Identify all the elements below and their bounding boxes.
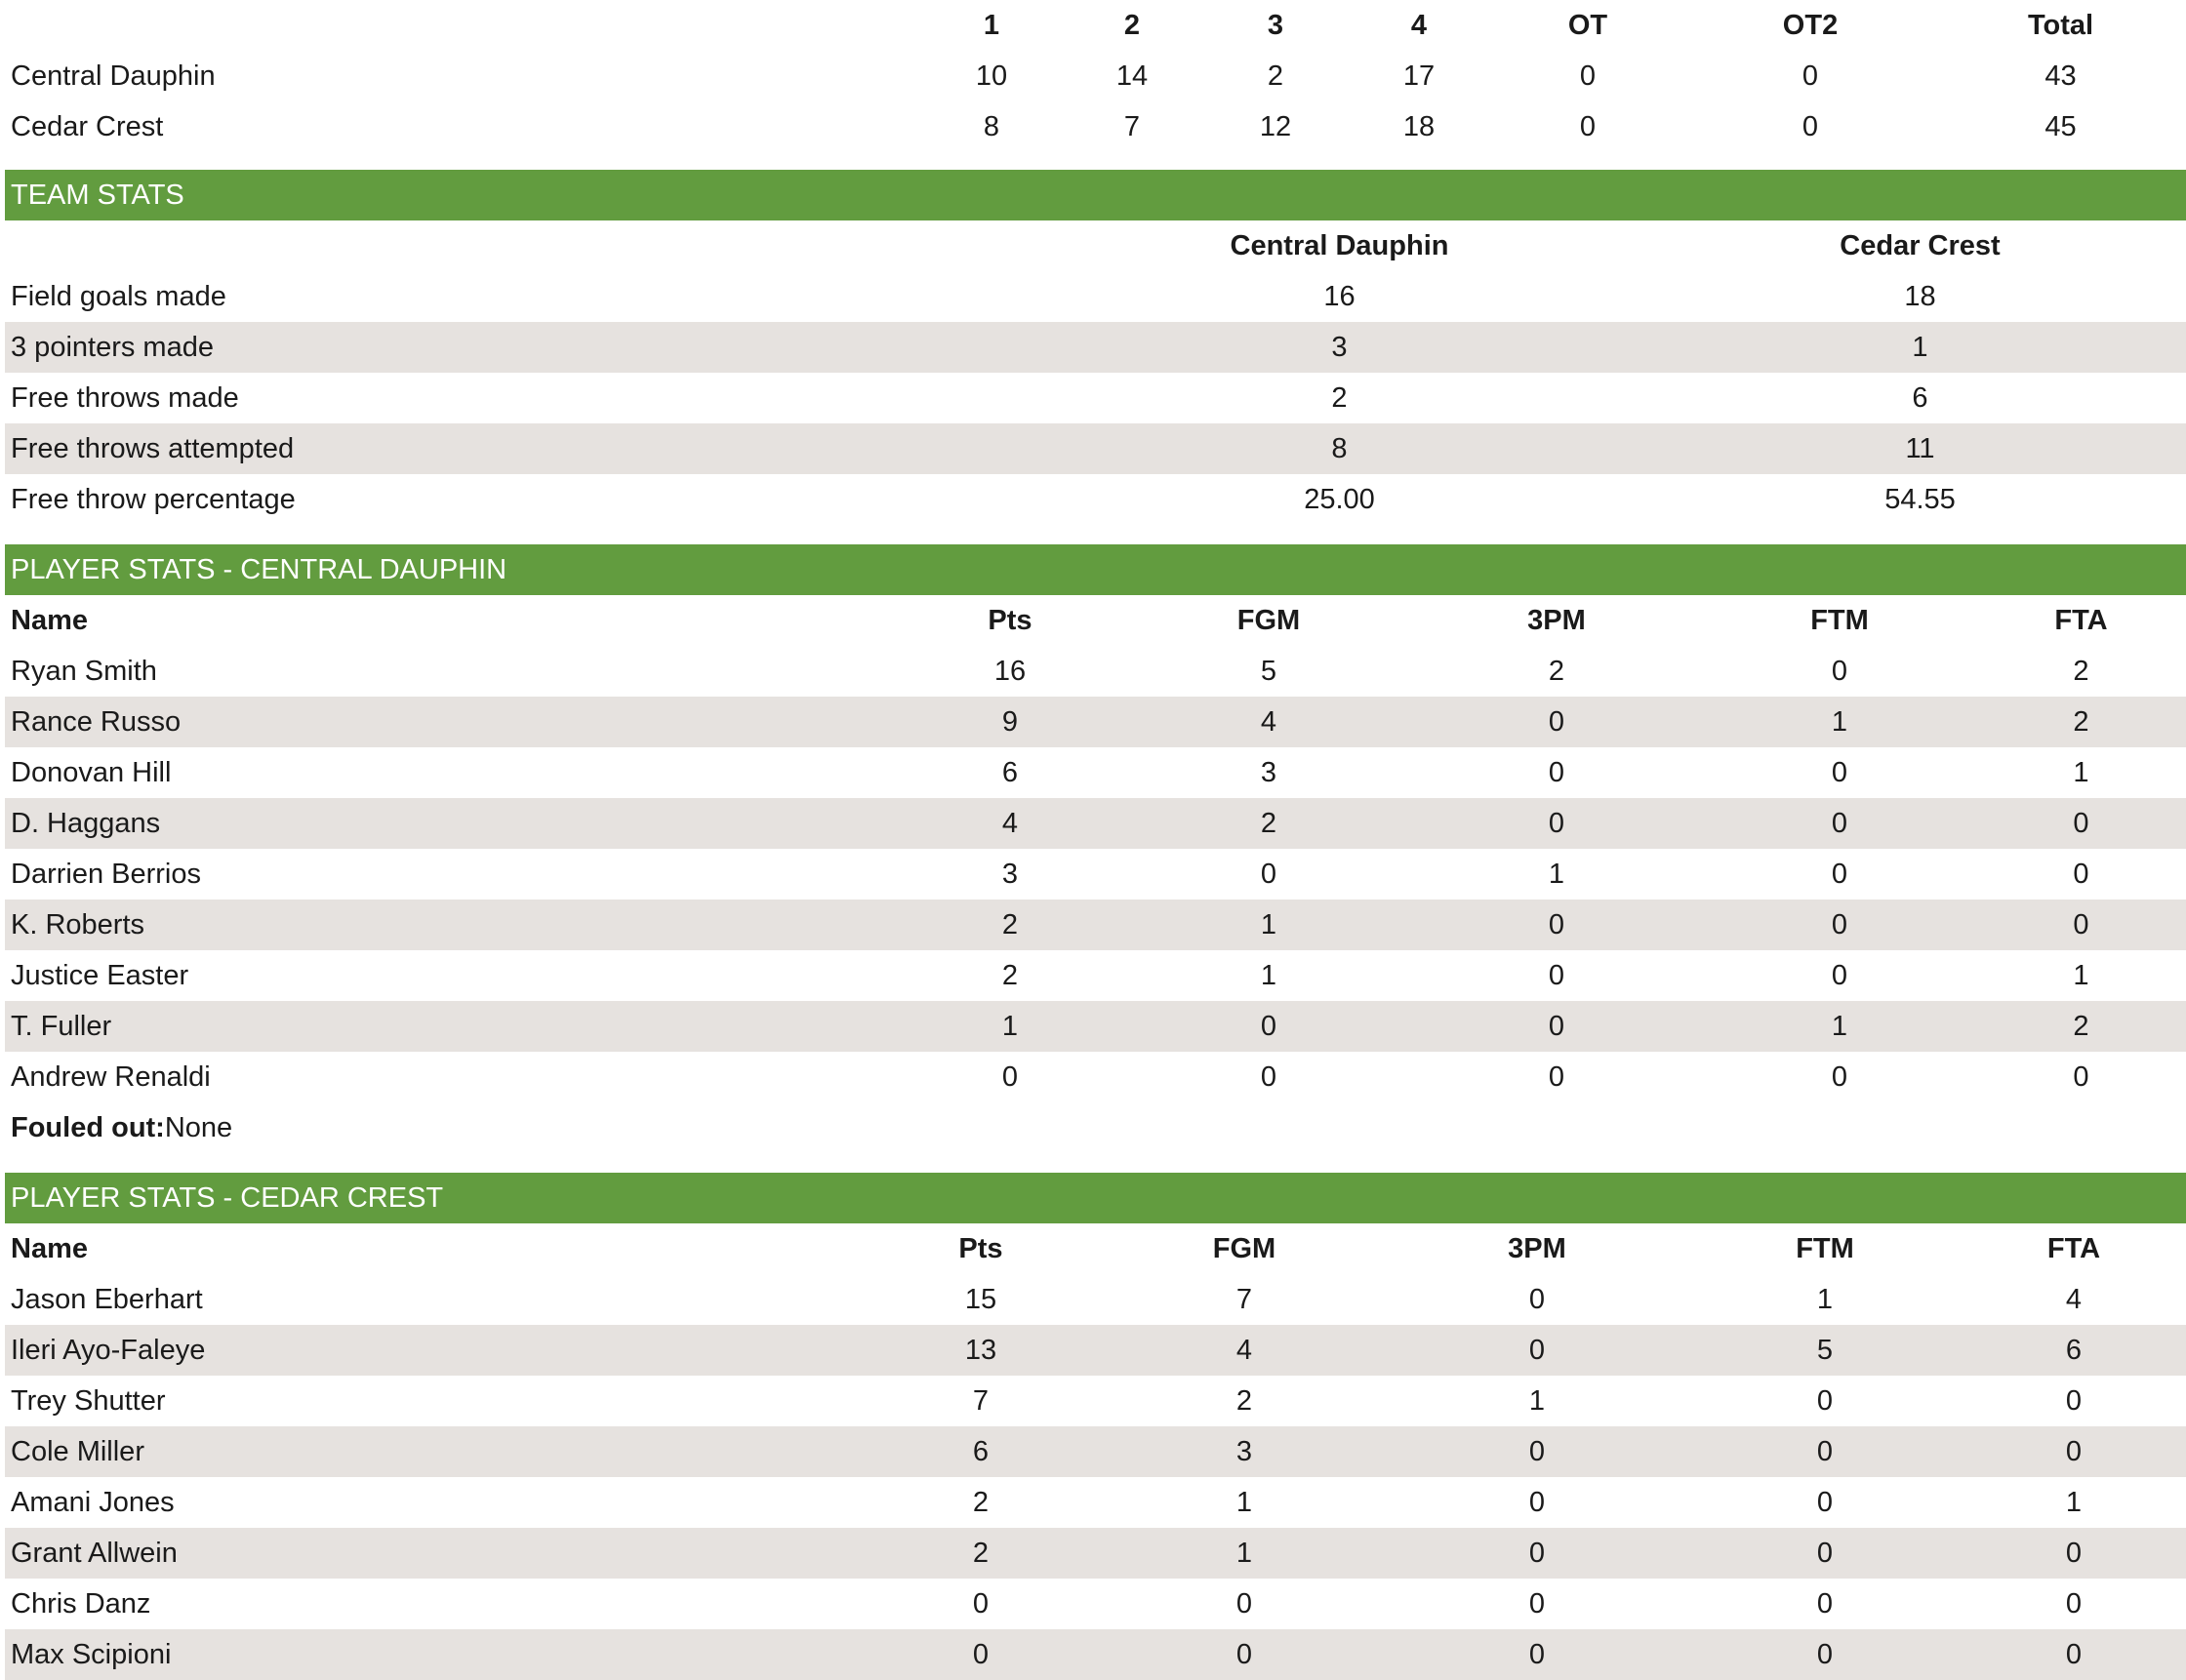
player-row [5, 1579, 2186, 1629]
player-3pm: 0 [1528, 1487, 1546, 1518]
period-score: 8 [983, 111, 1000, 142]
column-header-fta: FTA [2054, 605, 2108, 636]
player-fta: 1 [2073, 757, 2089, 788]
player-fgm: 5 [1260, 656, 1277, 687]
player-ftm: 1 [1816, 1284, 1834, 1315]
player-pts: 13 [859, 1325, 1103, 1376]
player-ftm: 0 [1703, 798, 1976, 849]
column-header-pts: Pts [988, 605, 1032, 636]
player-ftm: 0 [1831, 1061, 1848, 1093]
player-name: Justice Easter [11, 960, 189, 991]
period-score: 12 [1259, 111, 1292, 142]
player-3pm: 0 [1410, 697, 1703, 747]
player-3pm: 0 [1386, 1528, 1688, 1579]
period-score: 7 [1123, 111, 1141, 142]
total-header: Total [2027, 10, 2094, 41]
period-score: 18 [1402, 111, 1436, 142]
player-fgm: 3 [1103, 1426, 1386, 1477]
player-fgm: 0 [1260, 859, 1277, 890]
player-fta: 6 [1962, 1325, 2186, 1376]
player-row [5, 1426, 2186, 1477]
column-header-name: Name [11, 1233, 88, 1264]
player-3pm: 0 [1386, 1629, 1688, 1680]
player-name: Amani Jones [11, 1487, 175, 1518]
player-stats-cc-header: PLAYER STATS - CEDAR CREST [5, 1173, 2186, 1223]
player-name: Andrew Renaldi [11, 1061, 211, 1093]
player-row [5, 950, 2186, 1001]
player-fta: 0 [2073, 1061, 2089, 1093]
player-row [5, 1376, 2186, 1426]
team-name: Central Dauphin [11, 60, 216, 92]
player-fta: 0 [1962, 1629, 2186, 1680]
player-name: Jason Eberhart [11, 1284, 203, 1315]
total-score: 43 [2044, 60, 2077, 92]
team-stats-table [5, 220, 2186, 525]
player-pts: 1 [893, 1001, 1127, 1052]
player-3pm: 0 [1528, 1284, 1546, 1315]
fouled-out-value: None [164, 1112, 233, 1143]
player-fgm: 1 [1235, 1487, 1253, 1518]
player-fta: 1 [2073, 960, 2089, 991]
player-name: Donovan Hill [11, 757, 172, 788]
player-name: Ileri Ayo-Faleye [5, 1325, 859, 1376]
player-name: Rance Russo [5, 697, 893, 747]
player-pts: 6 [859, 1426, 1103, 1477]
player-fta: 1 [2065, 1487, 2083, 1518]
player-stats-cc-table [5, 1223, 2186, 1680]
team-stats-header-row [5, 220, 2186, 271]
linescore-row [5, 101, 2186, 152]
column-header-ftm: FTM [1810, 605, 1869, 636]
stat-label: Field goals made [11, 281, 226, 312]
player-fta: 0 [2065, 1588, 2083, 1620]
player-fgm: 2 [1127, 798, 1410, 849]
player-row [5, 1274, 2186, 1325]
player-pts: 4 [893, 798, 1127, 849]
player-3pm: 0 [1386, 1426, 1688, 1477]
player-3pm: 0 [1548, 757, 1565, 788]
period-header: OT2 [1782, 10, 1839, 41]
player-fgm: 0 [1127, 1001, 1410, 1052]
player-pts: 9 [893, 697, 1127, 747]
column-header-pts: Pts [958, 1233, 1003, 1264]
linescore-corner [5, 0, 922, 51]
period-score: 17 [1402, 60, 1436, 92]
player-name: Cole Miller [5, 1426, 859, 1477]
player-name: D. Haggans [5, 798, 893, 849]
player-stats-header-row [5, 1223, 2186, 1274]
player-row [5, 1477, 2186, 1528]
stat-value: 25.00 [1304, 484, 1375, 515]
player-pts: 0 [1001, 1061, 1019, 1093]
player-ftm: 1 [1703, 1001, 1976, 1052]
player-stats-cd-table [5, 595, 2186, 1102]
player-pts: 2 [1001, 960, 1019, 991]
player-ftm: 0 [1688, 1426, 1962, 1477]
player-3pm: 0 [1548, 1061, 1565, 1093]
fouled-out-line [11, 1102, 232, 1153]
column-header-fgm: FGM [1236, 605, 1301, 636]
player-fgm: 1 [1127, 900, 1410, 950]
player-fgm: 0 [1260, 1061, 1277, 1093]
period-score: 0 [1801, 111, 1819, 142]
player-fta: 0 [1962, 1426, 2186, 1477]
period-header: OT [1567, 10, 1608, 41]
stat-value: 18 [1904, 281, 1936, 312]
player-ftm: 0 [1831, 656, 1848, 687]
stat-value: 54.55 [1884, 484, 1956, 515]
player-row [5, 798, 2186, 849]
stat-value: 2 [1331, 382, 1348, 414]
player-ftm: 0 [1816, 1487, 1834, 1518]
player-fgm: 1 [1103, 1528, 1386, 1579]
fouled-out-label: Fouled out: [11, 1112, 165, 1143]
player-row [5, 900, 2186, 950]
period-score: 10 [975, 60, 1008, 92]
player-fgm: 2 [1235, 1385, 1253, 1417]
player-pts: 2 [972, 1487, 990, 1518]
player-3pm: 0 [1410, 1001, 1703, 1052]
linescore-header-row [5, 0, 2186, 51]
player-name: Grant Allwein [5, 1528, 859, 1579]
period-header: 2 [1123, 10, 1141, 41]
player-ftm: 0 [1816, 1588, 1834, 1620]
player-fgm: 3 [1260, 757, 1277, 788]
column-header-fgm: FGM [1212, 1233, 1276, 1264]
player-ftm: 0 [1688, 1629, 1962, 1680]
player-fta: 4 [2065, 1284, 2083, 1315]
player-fta: 0 [1976, 900, 2186, 950]
player-ftm: 0 [1831, 859, 1848, 890]
player-3pm: 0 [1410, 798, 1703, 849]
player-name: Max Scipioni [5, 1629, 859, 1680]
player-row [5, 1325, 2186, 1376]
player-fgm: 1 [1260, 960, 1277, 991]
stat-value: 11 [1654, 423, 2186, 474]
team-column-header: Cedar Crest [1840, 230, 2001, 261]
player-pts: 7 [972, 1385, 990, 1417]
column-header-ftm: FTM [1796, 1233, 1854, 1264]
team-column-header: Central Dauphin [1230, 230, 1449, 261]
player-3pm: 0 [1410, 900, 1703, 950]
player-ftm: 1 [1703, 697, 1976, 747]
column-header-fta: FTA [2046, 1233, 2101, 1264]
player-fta: 2 [1976, 1001, 2186, 1052]
period-score: 0 [1579, 60, 1597, 92]
player-pts: 2 [859, 1528, 1103, 1579]
player-3pm: 1 [1528, 1385, 1546, 1417]
period-header: 4 [1410, 10, 1428, 41]
player-fta: 2 [1976, 697, 2186, 747]
column-header-3pm: 3PM [1508, 1233, 1566, 1264]
team-name: Cedar Crest [11, 111, 164, 142]
player-name: K. Roberts [5, 900, 893, 950]
period-score: 0 [1801, 60, 1819, 92]
player-row [5, 1528, 2186, 1579]
stat-value: 6 [1912, 382, 1928, 414]
player-ftm: 0 [1816, 1385, 1834, 1417]
stat-label: 3 pointers made [5, 322, 1025, 373]
player-fta: 2 [2073, 656, 2089, 687]
player-fta: 0 [1976, 798, 2186, 849]
player-fgm: 7 [1235, 1284, 1253, 1315]
player-row [5, 747, 2186, 798]
player-rows [5, 646, 2186, 1102]
stat-value: 16 [1323, 281, 1356, 312]
period-header: 3 [1267, 10, 1284, 41]
player-row [5, 646, 2186, 697]
team-stat-row [5, 322, 2186, 373]
player-stats-cd-header: PLAYER STATS - CENTRAL DAUPHIN [5, 544, 2186, 595]
team-stat-row [5, 474, 2186, 525]
player-name: Darrien Berrios [11, 859, 201, 890]
player-row [5, 1052, 2186, 1102]
player-row [5, 849, 2186, 900]
player-ftm: 5 [1688, 1325, 1962, 1376]
team-stat-row [5, 373, 2186, 423]
player-ftm: 0 [1831, 960, 1848, 991]
player-pts: 3 [1001, 859, 1019, 890]
player-name: T. Fuller [5, 1001, 893, 1052]
player-name: Chris Danz [11, 1588, 151, 1620]
player-ftm: 0 [1831, 757, 1848, 788]
player-row [5, 1001, 2186, 1052]
period-score: 14 [1115, 60, 1149, 92]
player-fgm: 4 [1103, 1325, 1386, 1376]
stat-value: 3 [1025, 322, 1654, 373]
player-rows [5, 1274, 2186, 1680]
player-name: Ryan Smith [11, 656, 157, 687]
player-fgm: 0 [1103, 1629, 1386, 1680]
player-pts: 15 [964, 1284, 997, 1315]
player-fgm: 0 [1235, 1588, 1253, 1620]
player-3pm: 1 [1548, 859, 1565, 890]
player-pts: 6 [1001, 757, 1019, 788]
period-header: 1 [983, 10, 1000, 41]
player-row [5, 1629, 2186, 1680]
total-score: 45 [2044, 111, 2077, 142]
player-stats-header-row [5, 595, 2186, 646]
player-pts: 0 [972, 1588, 990, 1620]
player-pts: 0 [859, 1629, 1103, 1680]
period-score: 2 [1267, 60, 1284, 92]
player-fgm: 4 [1127, 697, 1410, 747]
stat-value: 8 [1025, 423, 1654, 474]
team-stats-header: TEAM STATS [5, 170, 2186, 220]
player-fta: 0 [2073, 859, 2089, 890]
player-row [5, 697, 2186, 747]
stat-label: Free throws made [11, 382, 239, 414]
player-ftm: 0 [1703, 900, 1976, 950]
linescore-row [5, 51, 2186, 101]
linescore-table [5, 0, 2186, 152]
column-header-name: Name [11, 605, 88, 636]
team-stats-corner [5, 220, 1025, 271]
player-3pm: 0 [1528, 1588, 1546, 1620]
stat-value: 1 [1654, 322, 2186, 373]
player-ftm: 0 [1688, 1528, 1962, 1579]
period-score: 0 [1579, 111, 1597, 142]
player-name: Trey Shutter [11, 1385, 166, 1417]
team-stat-row [5, 423, 2186, 474]
player-3pm: 2 [1548, 656, 1565, 687]
player-pts: 2 [893, 900, 1127, 950]
stat-label: Free throws attempted [5, 423, 1025, 474]
column-header-3pm: 3PM [1527, 605, 1586, 636]
player-pts: 16 [993, 656, 1027, 687]
player-3pm: 0 [1386, 1325, 1688, 1376]
stat-label: Free throw percentage [11, 484, 296, 515]
team-stat-row [5, 271, 2186, 322]
player-3pm: 0 [1548, 960, 1565, 991]
player-fta: 0 [1962, 1528, 2186, 1579]
player-fta: 0 [2065, 1385, 2083, 1417]
